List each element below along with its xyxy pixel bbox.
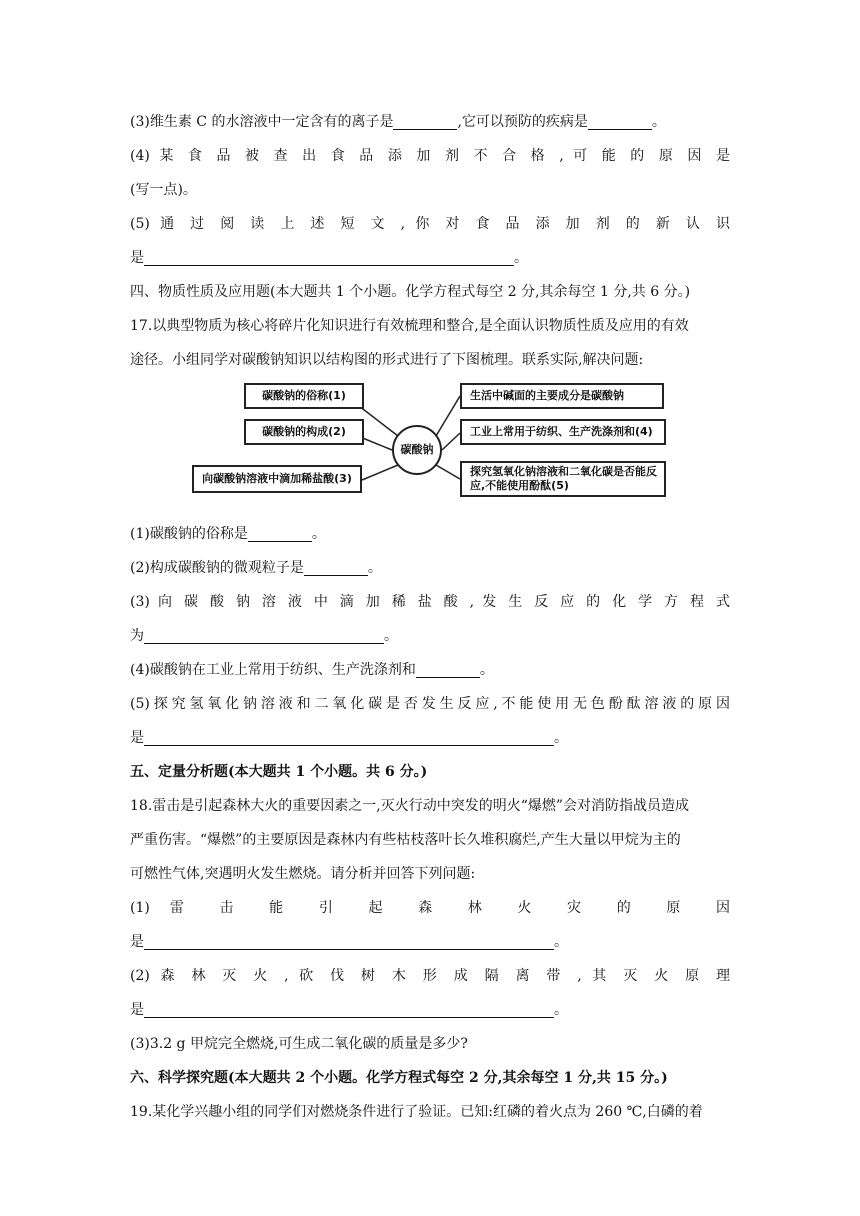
q18-line3: 可燃性气体,突遇明火发生燃烧。请分析并回答下列问题:: [130, 866, 476, 882]
diagram-box-explore: 探究氢氧化钠溶液和二氧化碳是否能反应,不能使用酚酞(5): [460, 461, 666, 497]
section5-heading: 五、定量分析题(本大题共 1 个小题。共 6 分。): [130, 764, 428, 780]
q18-part2-line2: [130, 993, 730, 1027]
punct: 。: [311, 526, 326, 542]
section6-heading: 六、科学探究题(本大题共 2 个小题。化学方程式每空 2 分,其余每空 1 分,共 15 分。): [130, 1070, 668, 1086]
q16-part3-text-b: ,它可以预防的疾病是: [457, 114, 588, 130]
q16-part5-line1: (5) 通 过 阅 读 上 述 短 文 , 你 对 食 品 添 加 剂 的 新 认 识: [130, 216, 730, 232]
q16-part4-line2: (写一点)。: [130, 182, 197, 198]
punct: 。: [367, 560, 382, 576]
diagram-box-composition: 碳酸钠的构成(2): [244, 419, 364, 445]
q17-part2: [130, 551, 730, 585]
q18-part2-line1: (2) 森 林 灭 火 , 砍 伐 树 木 形 成 隔 离 带 , 其 灭 火 原 理: [130, 968, 730, 984]
q17-part4: [130, 653, 730, 687]
q16-part5-line2: [130, 241, 730, 275]
punct: 。: [554, 934, 568, 950]
q17-part4-text: (4)碳酸钠在工业上常用于纺织、生产洗涤剂和: [130, 662, 416, 678]
q16-part3-text: (3)维生素 C 的水溶液中一定含有的离子是: [130, 114, 394, 130]
diagram-box-industry: 工业上常用于纺织、生产洗涤剂和(4): [460, 419, 666, 445]
q17-part2-text: (2)构成碳酸钠的微观粒子是: [130, 560, 304, 576]
q18-part1-label: 是: [130, 934, 144, 950]
q16-part5-label: 是: [130, 250, 144, 266]
answer-blank[interactable]: [304, 555, 368, 576]
answer-blank[interactable]: [144, 997, 554, 1018]
q18-part1-line2: [130, 925, 730, 959]
punct: 。: [384, 628, 398, 644]
q17-part5-label: 是: [130, 730, 144, 746]
answer-blank[interactable]: [588, 109, 652, 130]
q17-part5-line2: [130, 721, 730, 755]
answer-blank[interactable]: [393, 109, 457, 130]
q17-line1: 17.以典型物质为核心将碎片化知识进行有效梳理和整合,是全面认识物质性质及应用的有效: [130, 318, 689, 334]
q17-part3-line1: (3) 向 碳 酸 钠 溶 液 中 滴 加 稀 盐 酸 , 发 生 反 应 的 化 学 方 程 式: [130, 594, 730, 610]
q18-part3: (3)3.2 g 甲烷完全燃烧,可生成二氧化碳的质量是多少?: [130, 1036, 468, 1052]
sodium-carbonate-diagram: [130, 381, 730, 507]
q18-part1-line1: (1) 雷 击 能 引 起 森 林 火 灾 的 原 因: [130, 900, 730, 916]
punct: 。: [479, 662, 494, 678]
answer-blank[interactable]: [144, 725, 554, 746]
diagram-box-daily-use: 生活中碱面的主要成分是碳酸钠: [460, 383, 664, 409]
q16-part4-line1: (4) 某 食 品 被 查 出 食 品 添 加 剂 不 合 格 , 可 能 的 原 因 是: [130, 148, 730, 164]
section4-heading: 四、物质性质及应用题(本大题共 1 个小题。化学方程式每空 2 分,其余每空 1 分,共 6 分。): [130, 284, 691, 300]
answer-blank[interactable]: [144, 623, 384, 644]
punct: 。: [554, 730, 568, 746]
q17-part5-line1: (5)探究氢氧化钠溶液和二氧化碳是否发生反应,不能使用无色酚酞溶液的原因: [130, 696, 730, 712]
q17-part3-label: 为: [130, 628, 144, 644]
punct: 。: [514, 250, 528, 266]
q18-part2-label: 是: [130, 1002, 144, 1018]
q17-part1-text: (1)碳酸钠的俗称是: [130, 526, 248, 542]
diagram-box-common-name: 碳酸钠的俗称(1): [244, 383, 364, 409]
q17-part1: [130, 517, 730, 551]
q18-line1: 18.雷击是引起森林大火的重要因素之一,灭火行动中突发的明火“爆燃”会对消防指战员造成: [130, 798, 690, 814]
diagram-center-node: 碳酸钠: [392, 425, 442, 475]
q17-part3-line2: [130, 619, 730, 653]
q18-line2: 严重伤害。“爆燃”的主要原因是森林内有些枯枝落叶长久堆积腐烂,产生大量以甲烷为主的: [130, 832, 681, 848]
q19-line1: 19.某化学兴趣小组的同学们对燃烧条件进行了验证。已知:红磷的着火点为 260 ℃,白磷的着: [130, 1104, 703, 1120]
diagram-box-add-hcl: 向碳酸钠溶液中滴加稀盐酸(3): [192, 465, 362, 493]
q16-part3: [130, 105, 730, 139]
punct: 。: [651, 114, 666, 130]
answer-blank[interactable]: [144, 245, 514, 266]
q17-line2: 途径。小组同学对碳酸钠知识以结构图的形式进行了下图梳理。联系实际,解决问题:: [130, 352, 644, 368]
page-content: [130, 105, 730, 1129]
answer-blank[interactable]: [416, 657, 480, 678]
answer-blank[interactable]: [248, 521, 312, 542]
answer-blank[interactable]: [144, 929, 554, 950]
punct: 。: [554, 1002, 568, 1018]
